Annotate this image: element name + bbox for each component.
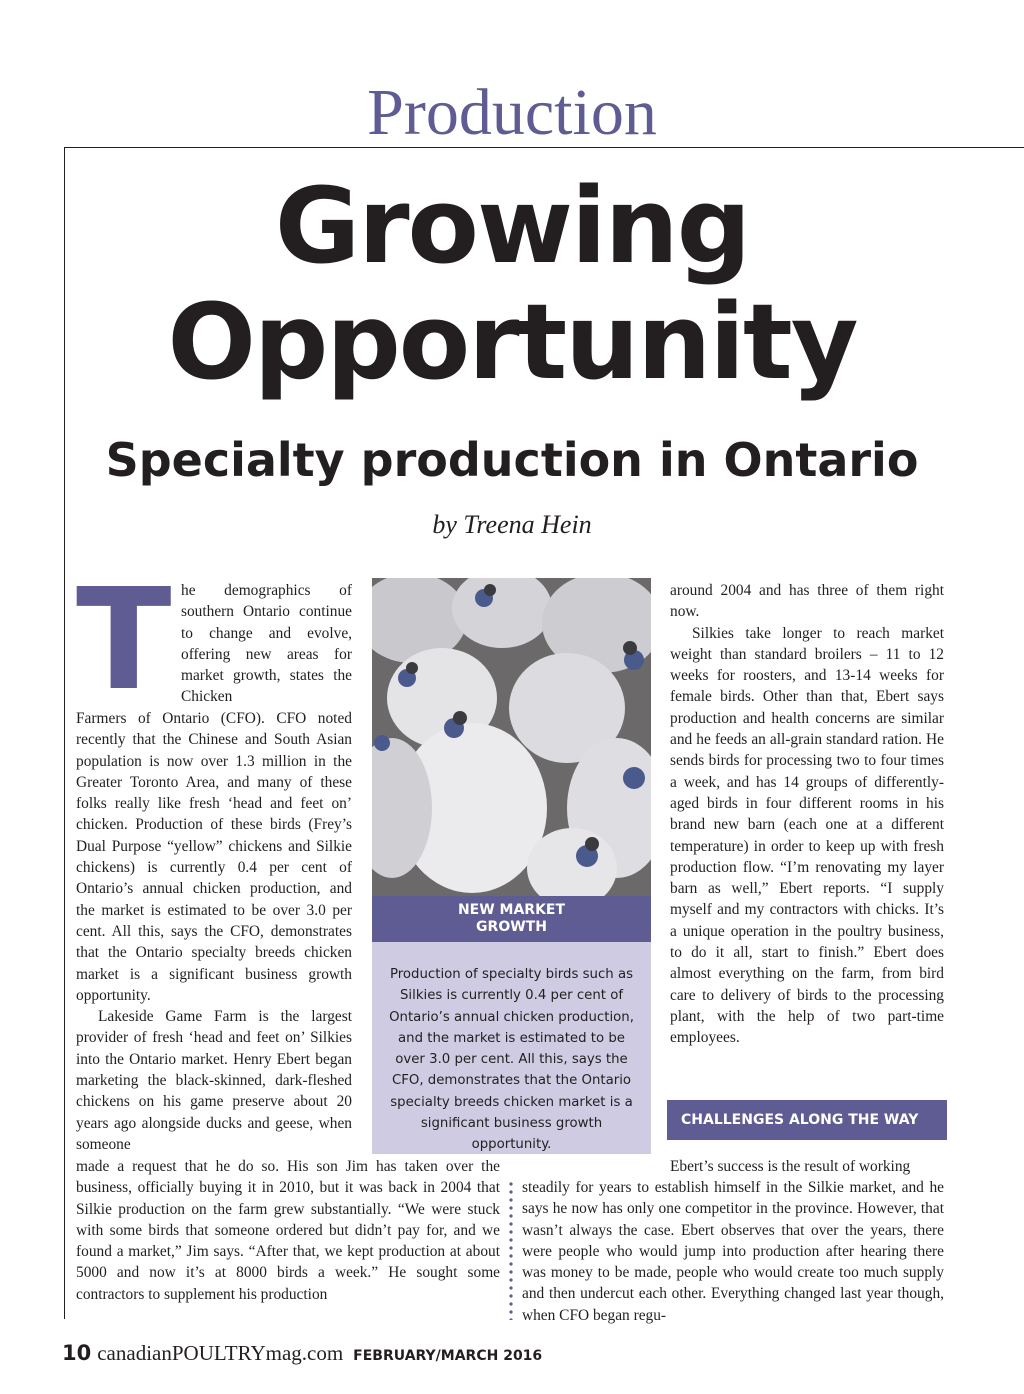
sidebar-heading-line-2: GROWTH bbox=[476, 919, 547, 935]
paragraph-2-start: Lakeside Game Farm is the largest provider of fresh ‘head and feet on’ Silkies into the Ontario market. Henry Ebert began marketing the black-skinned, dark-fleshed chickens on his game preserve about 20 years ago alongside ducks and geese, when someone bbox=[76, 1008, 352, 1153]
lead-paragraph-top bbox=[181, 580, 352, 708]
column-3 bbox=[670, 580, 944, 1049]
magazine-website: canadianPOULTRYmag.com bbox=[97, 1341, 344, 1365]
byline: by Treena Hein bbox=[432, 510, 592, 539]
article-subtitle: Specialty production in Ontario bbox=[105, 433, 919, 487]
headline-line-1: Growing bbox=[274, 165, 750, 287]
column-3-bottom bbox=[670, 1156, 944, 1177]
column-divider-dots bbox=[508, 1180, 514, 1320]
column-1-bottom bbox=[76, 1156, 500, 1305]
lead-text-rest: Farmers of Ontario (CFO). CFO noted recently that the Chinese and South Asian population is now over 1.3 million in the Greater Toronto Area, and many of these folks really like fresh ‘head and feet on’ chicken. Production of these birds (Frey’s Dual Purpose “yellow” chickens and Silkie chickens) is currently 0.4 per cent of Ontario’s annual chicken production, and the market is estimated to be over 3.0 per cent. All this, says the CFO, demonstrates that the Ontario specialty breeds chicken market is a significant business growth opportunity. bbox=[76, 710, 352, 1004]
column-3-paragraph-2: Silkies take longer to reach market weight than standard broilers – 11 to 12 weeks for roosters, and 13-14 weeks for female birds. Other than that, Ebert says production and health concerns are similar and he feeds an all-grain standard ration. He sends birds for processing two to four times a week, and has 14 groups of differently-aged birds in four different rooms in his brand new barn (each one at a different temperature) in order to keep up with fresh production flow. “I’m renovating my layer barn as well,” Ebert reports. “I supply myself and my contractors with chicks. It’s a unique operation in the poultry business, to do it all, start to finish.” Ebert does almost everything on the farm, from bird care to delivery of birds to the processing plant, with the help of two part-time employees. bbox=[670, 624, 944, 1047]
issue-date: FEBRUARY/MARCH 2016 bbox=[353, 1348, 543, 1364]
chickens-illustration bbox=[372, 578, 651, 896]
page-number: 10 bbox=[62, 1341, 92, 1365]
column-3-paragraph-3-start: Ebert’s success is the result of working bbox=[670, 1158, 911, 1175]
column-3-paragraph-3-end: steadily for years to establish himself in the Silkie market, and he says he now has only one competitor in the province. However, that wasn’t always the case. Ebert observes that over the years, there were people who would jump into production after hearing there was money to be made, people who would create too much supply and then undercut each other. Everything changed last year though, when CFO began regu- bbox=[522, 1179, 944, 1324]
headline-line-2: Opportunity bbox=[167, 281, 857, 403]
sidebar-heading-line-1: NEW MARKET bbox=[457, 902, 566, 918]
paragraph-2-end: made a request that he do so. His son Jim has taken over the business, officially buying it in 2010, but it was back in 2004 that Silkie production on the farm grew substantially. “We were stuck with some birds that someone ordered but didn’t pay for, and we found a market,” Jim says. “After that, we kept production at about 5000 and now it’s at 8000 birds a week.” He sought some contractors to supplement his production bbox=[76, 1158, 500, 1303]
column-3-paragraph-1: around 2004 and has three of them right now. bbox=[670, 582, 944, 621]
page-footer bbox=[62, 1338, 542, 1368]
drop-cap: T bbox=[76, 559, 172, 722]
section-heading: CHALLENGES ALONG THE WAY bbox=[667, 1100, 947, 1140]
silkie-chickens-photo bbox=[372, 578, 651, 896]
column-1 bbox=[76, 708, 352, 1155]
sidebar-body: Production of specialty birds such as Silkies is currently 0.4 per cent of Ontario’s annual chicken production, and the market is estimated to be over 3.0 per cent. All this, says the CFO, demonstrates that the Ontario specialty breeds chicken market is a significant business growth opportunity. bbox=[372, 942, 651, 1154]
header-rule bbox=[64, 147, 1024, 148]
sidebar-heading bbox=[372, 896, 651, 942]
column-3-tail bbox=[522, 1177, 944, 1326]
section-title: Production bbox=[367, 76, 657, 149]
lead-text-top: he demographics of southern Ontario continue to change and evolve, offering new areas for market growth, states the Chicken bbox=[181, 582, 352, 706]
article-headline bbox=[0, 165, 1024, 403]
